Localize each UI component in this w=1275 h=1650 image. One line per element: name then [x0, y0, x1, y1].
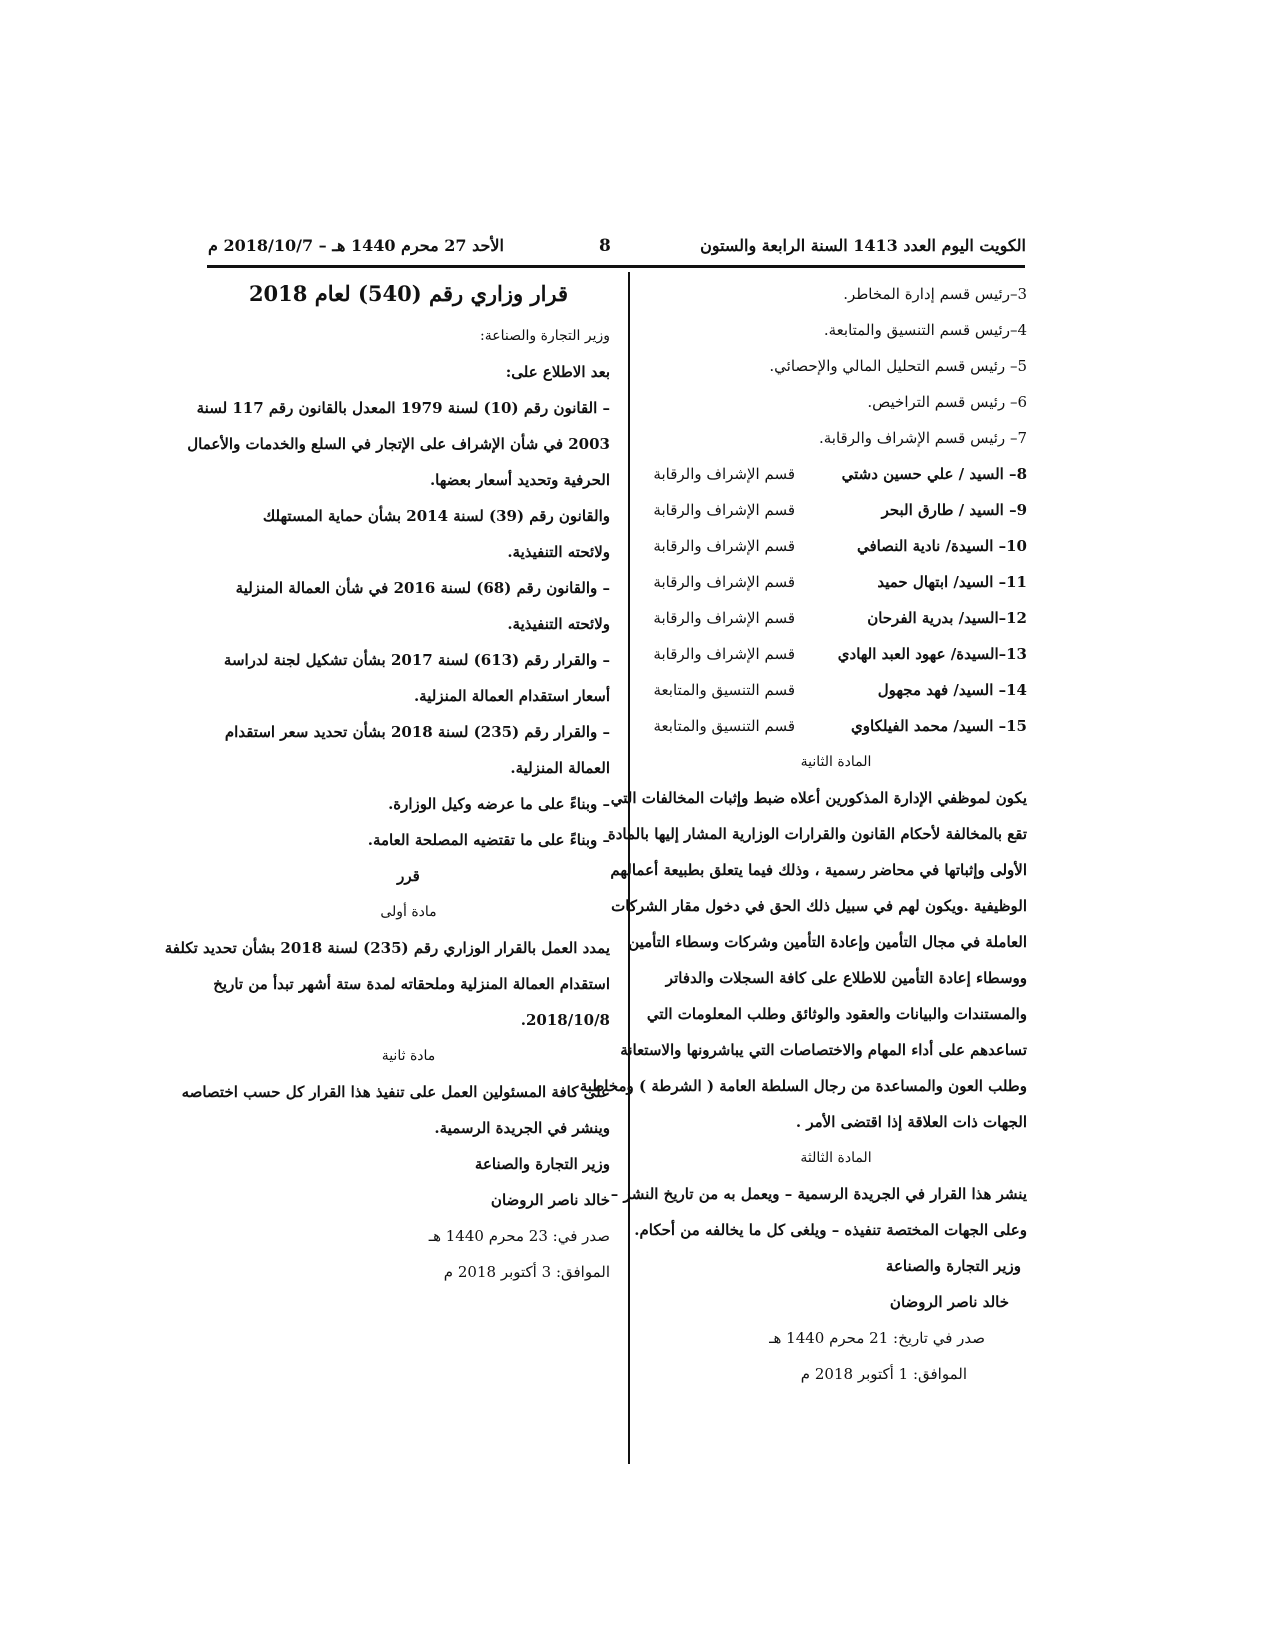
employee-row [645, 600, 1027, 636]
list-item: 3–رئيس قسم إدارة المخاطر. [843, 285, 1027, 303]
paragraph-line: وينشر في الجريدة الرسمية. [434, 1119, 610, 1137]
article-heading: المادة الثانية [800, 754, 872, 770]
paragraph-line: استقدام العمالة المنزلية وملحقاته لمدة ستة أشهر تبدأ من تاريخ [213, 975, 610, 993]
paragraph-line: وعلى الجهات المختصة تنفيذه – ويلغى كل ما يخالفه من أحكام. [634, 1221, 1027, 1239]
paragraph-line: – وبناءً على ما تقتضيه المصلحة العامة. [367, 831, 610, 849]
header-issue: الكويت اليوم العدد 1413 السنة الرابعة والستون [700, 236, 1026, 255]
article-heading: مادة ثانية [381, 1048, 436, 1064]
paragraph-line: على كافة المسئولين العمل على تنفيذ هذا القرار كل حسب اختصاصه [181, 1083, 610, 1101]
preamble: وزير التجارة والصناعة: [480, 328, 610, 344]
paragraph-line: يكون لموظفي الإدارة المذكورين أعلاه ضبط وإثبات المخالفات التي [610, 789, 1027, 807]
paragraph-line: العاملة في مجال التأمين وإعادة التأمين وشركات وسطاء التأمين [628, 933, 1027, 951]
employee-row [645, 636, 1027, 672]
paragraph-line: يمدد العمل بالقرار الوزاري رقم (235) لسنة 2018 بشأن تحديد تكلفة [164, 939, 610, 957]
page-number: 8 [599, 236, 611, 256]
employee-name: 13–السيدة/ عهود العبد الهادي [837, 645, 1027, 663]
paragraph-line: الجهات ذات العلاقة إذا اقتضى الأمر . [795, 1113, 1027, 1131]
paragraph-line: ولائحته التنفيذية. [507, 543, 610, 561]
issue-date: صدر في: 23 محرم 1440 هـ [428, 1227, 610, 1245]
header-date: الأحد 27 محرم 1440 هـ – 2018/10/7 م [208, 236, 504, 255]
employee-name: 12–السيد/ بدرية الفرحان [867, 609, 1027, 627]
employee-row [645, 456, 1027, 492]
employee-dept: قسم الإشراف والرقابة [653, 537, 795, 555]
list-item: 6– رئيس قسم التراخيص. [867, 393, 1027, 411]
employee-row [645, 492, 1027, 528]
employee-dept: قسم التنسيق والمتابعة [653, 681, 795, 699]
employee-name: 11– السيد/ ابتهال حميد [877, 573, 1027, 591]
paragraph-line: وطلب العون والمساعدة من رجال السلطة العامة ( الشرطة ) ومخاطبة [579, 1077, 1027, 1095]
article-heading: المادة الثالثة [800, 1150, 872, 1166]
employee-row [645, 708, 1027, 744]
list-item: 5– رئيس قسم التحليل المالي والإحصائي. [769, 357, 1027, 375]
corresponding-date: الموافق: 3 أكتوبر 2018 م [443, 1263, 610, 1281]
paragraph-line: الحرفية وتحديد أسعار بعضها. [429, 471, 610, 489]
employee-dept: قسم الإشراف والرقابة [653, 501, 795, 519]
employee-row [645, 528, 1027, 564]
paragraph-line: – وبناءً على ما عرضه وكيل الوزارة. [388, 795, 610, 813]
employee-dept: قسم الإشراف والرقابة [653, 609, 795, 627]
paragraph-line: والقانون رقم (39) لسنة 2014 بشأن حماية المستهلك [262, 507, 610, 525]
paragraph-line: العمالة المنزلية. [510, 759, 610, 777]
paragraph-line: والمستندات والبيانات والعقود والوثائق وطلب المعلومات التي [646, 1005, 1027, 1023]
decree-title: قرار وزاري رقم (540) لعام 2018 [248, 281, 569, 306]
employee-name: 14– السيد/ فهد مجهول [877, 681, 1027, 699]
decided-heading: قرر [397, 867, 420, 885]
minister-name: خالد ناصر الروضان [490, 1191, 610, 1209]
page-header [208, 236, 1026, 266]
paragraph-line: ينشر هذا القرار في الجريدة الرسمية – ويعمل به من تاريخ النشر – [610, 1185, 1027, 1203]
after-review: بعد الاطلاع على: [505, 363, 610, 381]
right-column [579, 276, 1027, 1392]
list-item: 4–رئيس قسم التنسيق والمتابعة. [823, 321, 1027, 339]
paragraph-line: الأولى وإثباتها في محاضر رسمية ، وذلك فيما يتعلق بطبيعة أعمالهم [610, 861, 1027, 879]
paragraph-line: – القانون رقم (10) لسنة 1979 المعدل بالقانون رقم 117 لسنة [196, 399, 610, 417]
paragraph-line: ولائحته التنفيذية. [507, 615, 610, 633]
article-heading: مادة أولى [380, 904, 437, 920]
paragraph-line: – والقرار رقم (235) لسنة 2018 بشأن تحديد سعر استقدام [224, 723, 610, 741]
employee-name: 9– السيد / طارق البحر [881, 501, 1027, 519]
employee-name: 8– السيد / علي حسين دشتي [841, 465, 1027, 483]
paragraph-line: تقع بالمخالفة لأحكام القانون والقرارات الوزارية المشار إليها بالمادة [607, 825, 1027, 843]
header-rule [207, 265, 1025, 268]
employee-name: 15– السيد/ محمد الفيلكاوي [851, 717, 1027, 735]
employee-dept: قسم الإشراف والرقابة [653, 645, 795, 663]
employee-dept: قسم الإشراف والرقابة [653, 573, 795, 591]
paragraph-line: – والقرار رقم (613) لسنة 2017 بشأن تشكيل لجنة لدراسة [223, 651, 610, 669]
left-column [164, 276, 610, 1290]
employee-row [645, 672, 1027, 708]
paragraph-line: الوظيفية .ويكون لهم في سبيل ذلك الحق في دخول مقار الشركات [611, 897, 1027, 915]
issue-date: صدر في تاريخ: 21 محرم 1440 هـ [769, 1329, 985, 1347]
employee-row [645, 564, 1027, 600]
employee-name: 10– السيدة/ نادية النصافي [856, 537, 1027, 555]
minister-title: وزير التجارة والصناعة [885, 1257, 1021, 1275]
paragraph-line: – والقانون رقم (68) لسنة 2016 في شأن العمالة المنزلية [235, 579, 610, 597]
minister-title: وزير التجارة والصناعة [474, 1155, 610, 1173]
employee-dept: قسم الإشراف والرقابة [653, 465, 795, 483]
paragraph-line: 2003 في شأن الإشراف على الإتجار في السلع والخدمات والأعمال [187, 435, 610, 453]
employee-dept: قسم التنسيق والمتابعة [653, 717, 795, 735]
paragraph-line: تساعدهم على أداء المهام والاختصاصات التي يباشرونها والاستعانة [620, 1041, 1027, 1059]
paragraph-line: ووسطاء إعادة التأمين للاطلاع على كافة السجلات والدفاتر [665, 969, 1027, 987]
list-item: 7– رئيس قسم الإشراف والرقابة. [819, 429, 1027, 447]
minister-name: خالد ناصر الروضان [889, 1293, 1009, 1311]
corresponding-date: الموافق: 1 أكتوبر 2018 م [800, 1365, 967, 1383]
paragraph-line: 2018/10/8. [520, 1011, 610, 1029]
paragraph-line: أسعار استقدام العمالة المنزلية. [413, 687, 610, 705]
